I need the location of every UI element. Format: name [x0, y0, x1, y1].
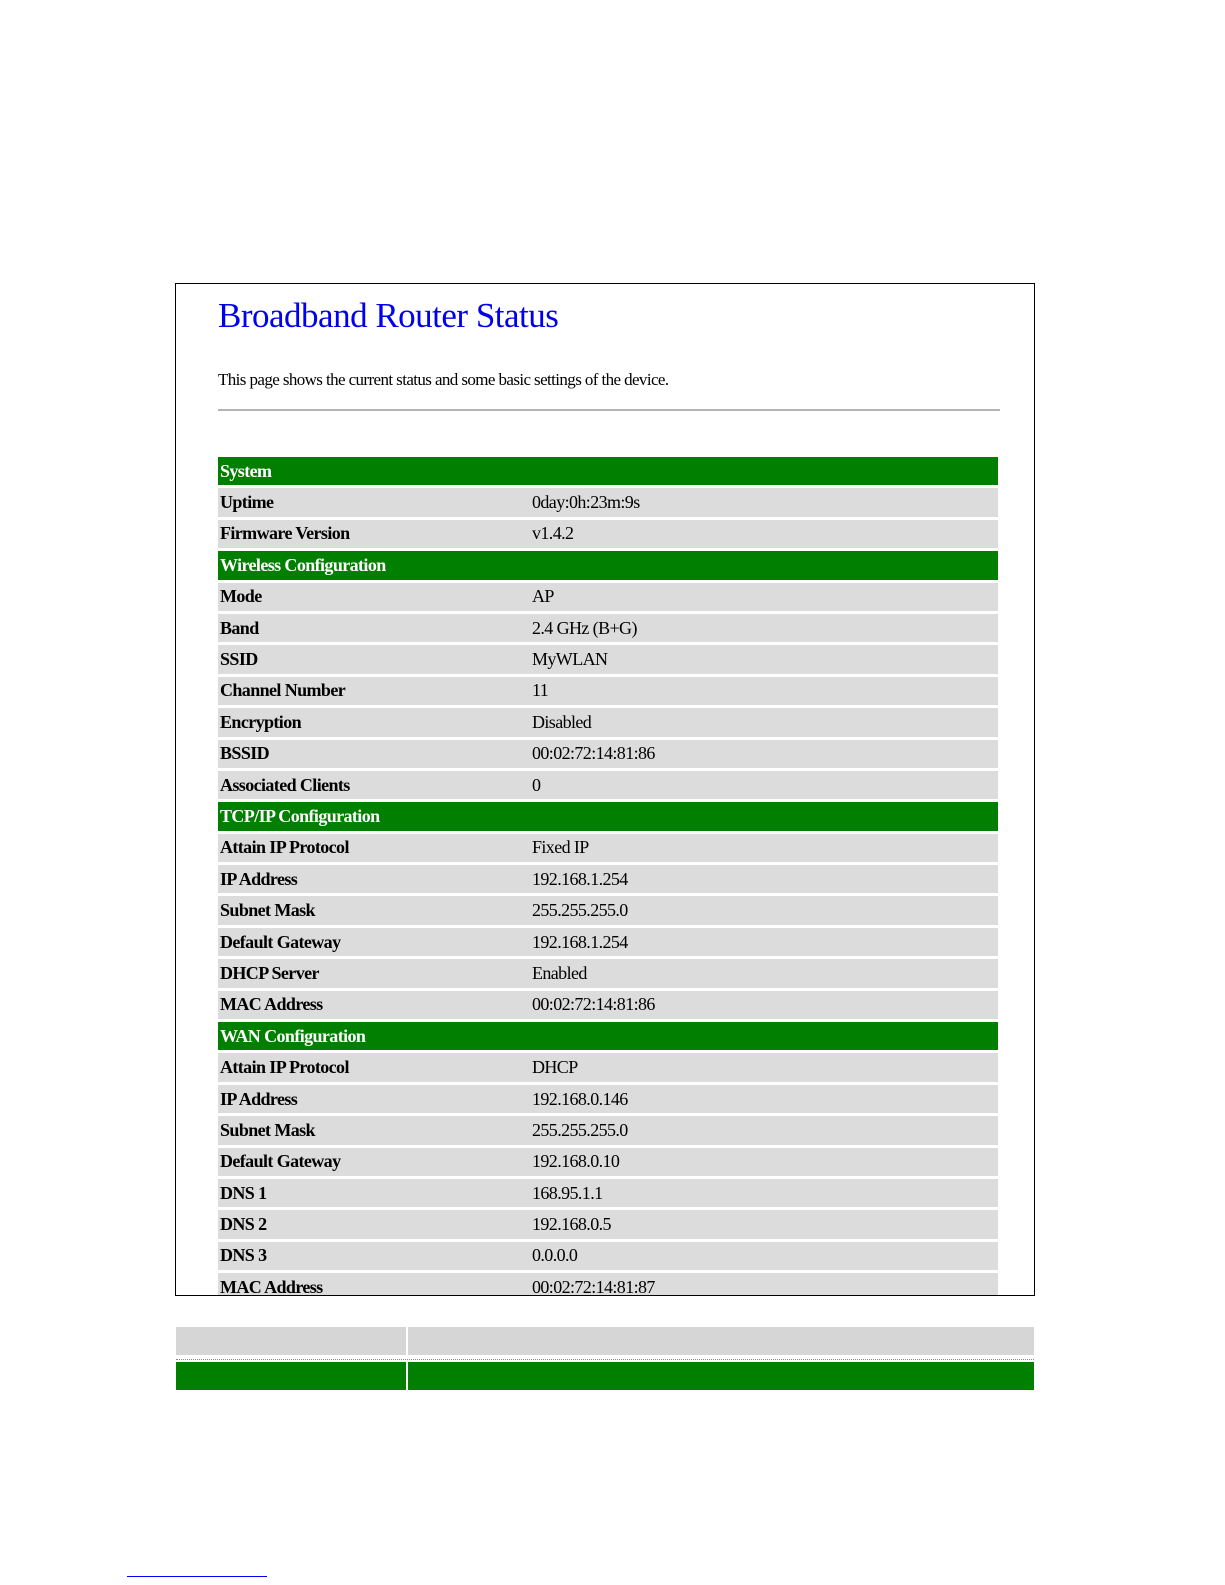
row-label: IP Address	[218, 865, 530, 893]
table-row	[218, 583, 998, 611]
row-value: 168.95.1.1	[530, 1179, 998, 1207]
row-label: Associated Clients	[218, 771, 530, 799]
row-label: Subnet Mask	[218, 1116, 530, 1144]
green-header-bar	[176, 1359, 1034, 1390]
row-label: DNS 1	[218, 1179, 530, 1207]
router-status-screenshot	[175, 283, 1035, 1296]
table-row	[218, 1179, 998, 1207]
row-label: DNS 3	[218, 1242, 530, 1270]
table-row	[218, 1273, 998, 1296]
row-value: AP	[530, 583, 998, 611]
row-label: SSID	[218, 645, 530, 673]
green-header-cell	[408, 1362, 1034, 1390]
row-label: MAC Address	[218, 991, 530, 1019]
table-row	[218, 1085, 998, 1113]
row-value: 0day:0h:23m:9s	[530, 488, 998, 516]
row-value: DHCP	[530, 1053, 998, 1081]
row-label: Uptime	[218, 488, 530, 516]
row-value: 192.168.1.254	[530, 928, 998, 956]
row-value: 192.168.0.5	[530, 1210, 998, 1238]
table-row	[218, 928, 998, 956]
row-value: 0.0.0.0	[530, 1242, 998, 1270]
grey-header-cell	[176, 1327, 408, 1355]
table-row	[218, 740, 998, 768]
row-label: Band	[218, 614, 530, 642]
table-row	[218, 1148, 998, 1176]
divider	[218, 409, 1000, 411]
table-header-bars	[176, 1327, 1034, 1390]
grey-header-bar	[176, 1327, 1034, 1355]
table-row	[218, 677, 998, 705]
row-label: Default Gateway	[218, 1148, 530, 1176]
table-row	[218, 520, 998, 548]
row-label: Default Gateway	[218, 928, 530, 956]
table-row	[218, 1053, 998, 1081]
row-label: Channel Number	[218, 677, 530, 705]
row-value: 00:02:72:14:81:86	[530, 991, 998, 1019]
section-header	[218, 802, 998, 830]
section-header	[218, 457, 998, 485]
row-value: v1.4.2	[530, 520, 998, 548]
row-label: Mode	[218, 583, 530, 611]
page-description: This page shows the current status and some basic settings of the device.	[218, 370, 669, 389]
row-value: Disabled	[530, 708, 998, 736]
row-label: MAC Address	[218, 1273, 530, 1296]
row-value: 192.168.1.254	[530, 865, 998, 893]
row-label: BSSID	[218, 740, 530, 768]
page-title: Broadband Router Status	[218, 296, 559, 335]
table-row	[218, 708, 998, 736]
row-label: IP Address	[218, 1085, 530, 1113]
table-row	[218, 896, 998, 924]
table-row	[218, 1242, 998, 1270]
section-title: System	[218, 457, 998, 485]
row-value: 00:02:72:14:81:86	[530, 740, 998, 768]
row-value: 192.168.0.10	[530, 1148, 998, 1176]
row-value: 192.168.0.146	[530, 1085, 998, 1113]
grey-header-cell	[408, 1327, 1034, 1355]
row-label: DHCP Server	[218, 959, 530, 987]
section-header	[218, 551, 998, 579]
table-row	[218, 834, 998, 862]
row-value: 0	[530, 771, 998, 799]
table-row	[218, 865, 998, 893]
row-value: Fixed IP	[530, 834, 998, 862]
row-value: Enabled	[530, 959, 998, 987]
row-label: DNS 2	[218, 1210, 530, 1238]
row-label: Firmware Version	[218, 520, 530, 548]
row-value: MyWLAN	[530, 645, 998, 673]
status-table	[218, 454, 998, 1296]
row-value: 11	[530, 677, 998, 705]
link-underline	[127, 1576, 267, 1577]
table-row	[218, 645, 998, 673]
table-row	[218, 991, 998, 1019]
section-title: Wireless Configuration	[218, 551, 998, 579]
status-table-body	[218, 457, 998, 1296]
table-row	[218, 959, 998, 987]
row-label: Attain IP Protocol	[218, 834, 530, 862]
row-value: 00:02:72:14:81:87	[530, 1273, 998, 1296]
section-title: TCP/IP Configuration	[218, 802, 998, 830]
row-value: 255.255.255.0	[530, 896, 998, 924]
row-label: Encryption	[218, 708, 530, 736]
table-row	[218, 614, 998, 642]
table-row	[218, 771, 998, 799]
section-header	[218, 1022, 998, 1050]
green-header-cell	[176, 1362, 408, 1390]
row-label: Subnet Mask	[218, 896, 530, 924]
row-value: 255.255.255.0	[530, 1116, 998, 1144]
row-label: Attain IP Protocol	[218, 1053, 530, 1081]
table-row	[218, 1116, 998, 1144]
section-title: WAN Configuration	[218, 1022, 998, 1050]
row-value: 2.4 GHz (B+G)	[530, 614, 998, 642]
table-row	[218, 488, 998, 516]
table-row	[218, 1210, 998, 1238]
